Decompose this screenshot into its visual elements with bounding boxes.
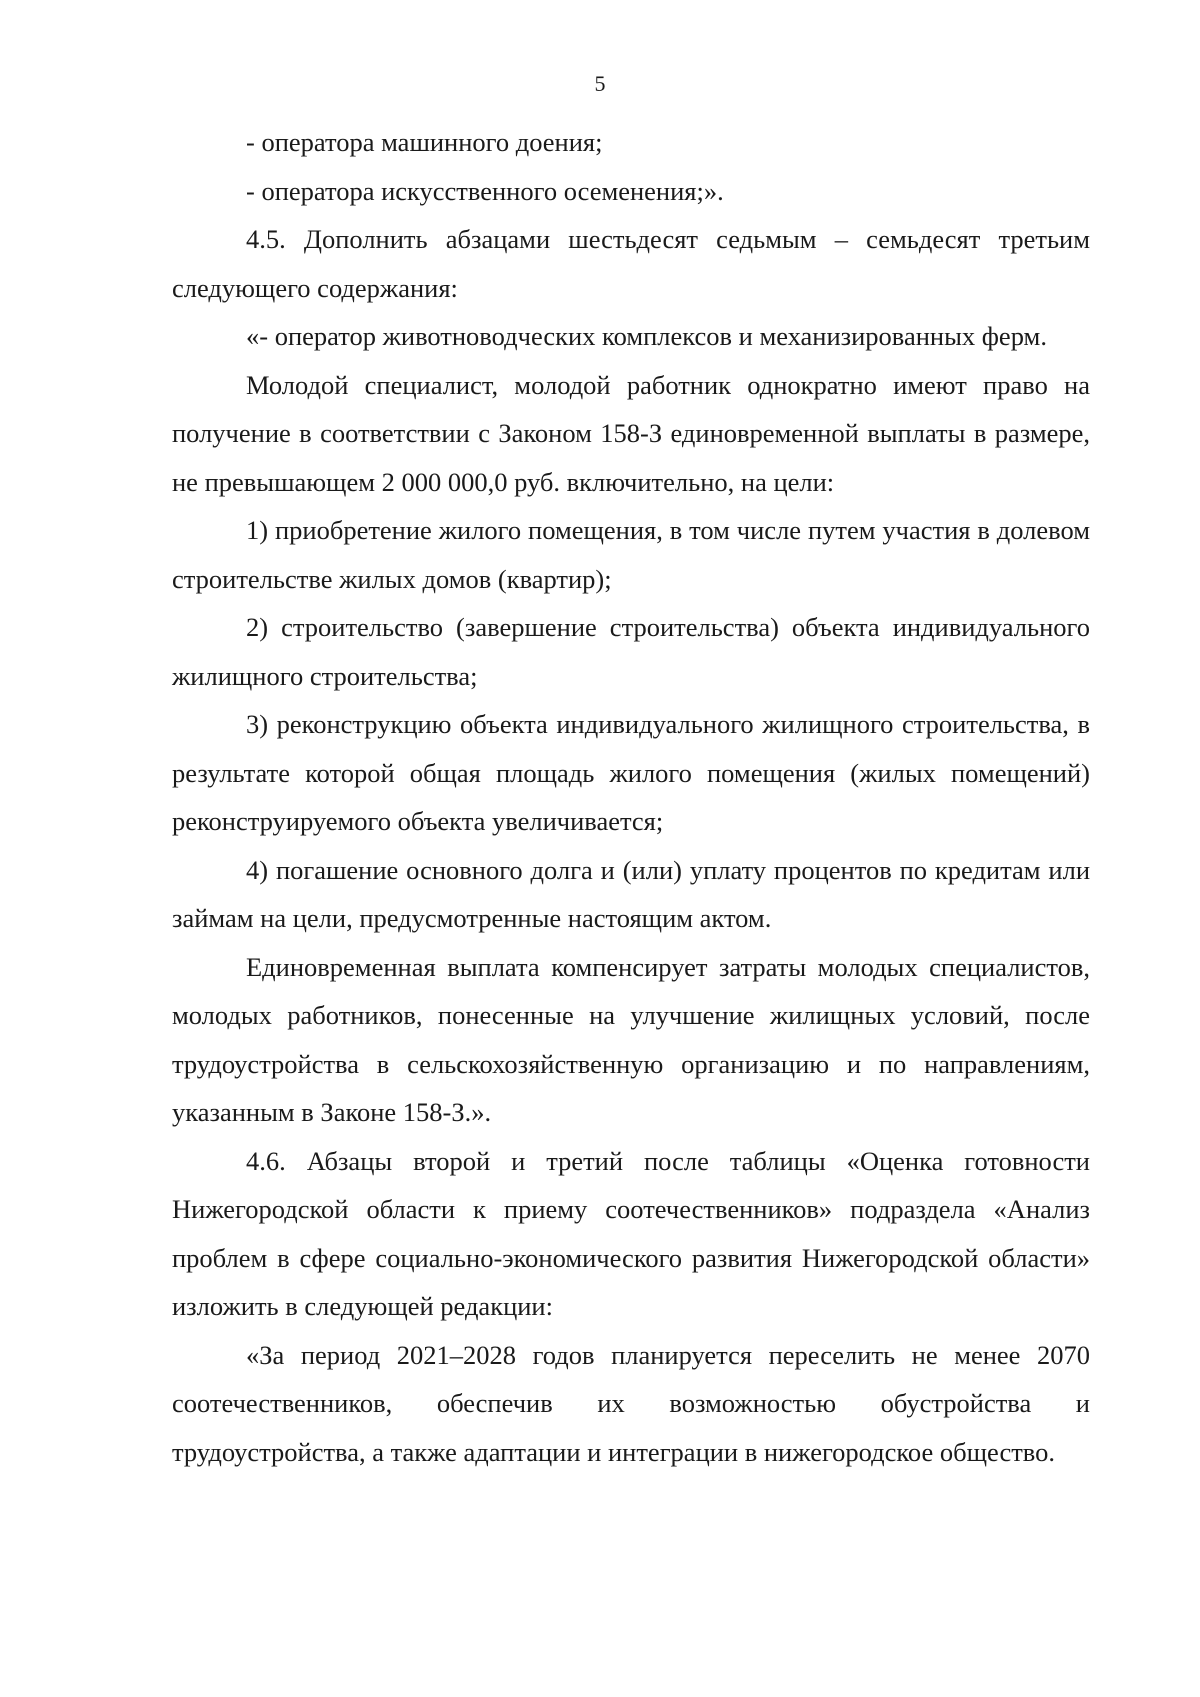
paragraph-purpose-2: 2) строительство (завершение строительства) объекта индивидуального жилищного строительства; bbox=[172, 612, 1090, 691]
document-body bbox=[172, 118, 1090, 1476]
paragraph-purpose-1: 1) приобретение жилого помещения, в том числе путем участия в долевом строительстве жилых домов (квартир); bbox=[172, 515, 1090, 594]
paragraph-young-specialist-right: Молодой специалист, молодой работник однократно имеют право на получение в соответствии с Законом 158-З единовременной выплаты в размере, не превышающем 2 000 000,0 руб. включительно, на цели: bbox=[172, 369, 1090, 497]
paragraph-livestock-operator: «- оператор животноводческих комплексов и механизированных ферм. bbox=[246, 321, 1047, 351]
paragraph-milking-operator: - оператора машинного доения; bbox=[246, 127, 603, 157]
paragraph-insemination-operator: - оператора искусственного осеменения;». bbox=[246, 175, 724, 206]
paragraph-lump-sum-compensation: Единовременная выплата компенсирует затраты молодых специалистов, молодых работников, понесенные на улучшение жилищных условий, после трудоустройства в сельскохозяйственную организацию и по направлениям, указанным в Законе 158-З.». bbox=[172, 951, 1090, 1127]
page-number: 5 bbox=[594, 71, 606, 96]
paragraph-item-4-5: 4.5. Дополнить абзацами шестьдесят седьмым – семьдесят третьим следующего содержания: bbox=[172, 224, 1090, 303]
paragraph-purpose-4: 4) погашение основного долга и (или) уплату процентов по кредитам или займам на цели, предусмотренные настоящим актом. bbox=[172, 854, 1090, 933]
paragraph-item-4-6: 4.6. Абзацы второй и третий после таблицы «Оценка готовности Нижегородской области к приему соотечественников» подраздела «Анализ проблем в сфере социально-экономического развития Нижегородской области» изложить в следующей редакции: bbox=[172, 1145, 1090, 1321]
paragraph-resettlement-plan: «За период 2021–2028 годов планируется переселить не менее 2070 соотечественников, обеспечив их возможностью обустройства и трудоустройства, а также адаптации и интеграции в нижегородское общество. bbox=[172, 1339, 1090, 1467]
paragraph-purpose-3: 3) реконструкцию объекта индивидуального жилищного строительства, в результате которой общая площадь жилого помещения (жилых помещений) реконструируемого объекта увеличивается; bbox=[172, 709, 1090, 836]
